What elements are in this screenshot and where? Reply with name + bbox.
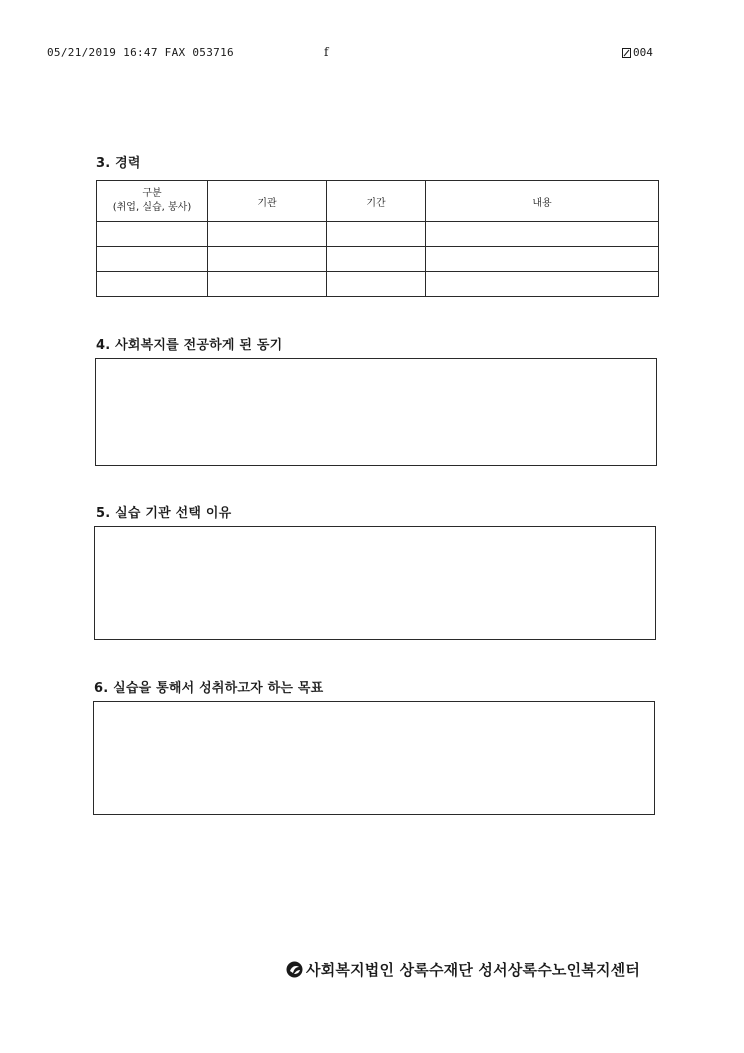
career-cell[interactable]	[97, 247, 208, 272]
fax-page-icon	[622, 48, 631, 58]
column-category	[97, 181, 208, 222]
column-institution: 기관	[208, 181, 327, 222]
fax-header-info: 05/21/2019 16:47 FAX 053716	[47, 46, 234, 59]
organization-name: 사회복지법인 상록수재단 성서상록수노인복지센터	[306, 960, 641, 979]
career-cell[interactable]	[327, 272, 426, 297]
career-table-header	[97, 181, 659, 222]
column-category-label: 구분	[142, 188, 162, 199]
career-cell[interactable]	[97, 222, 208, 247]
career-cell[interactable]	[426, 272, 659, 297]
career-cell[interactable]	[208, 222, 327, 247]
section-goals-title: 6. 실습을 통해서 성취하고자 하는 목표	[94, 681, 324, 696]
institution-reason-answer-box[interactable]	[94, 526, 656, 640]
career-cell[interactable]	[97, 272, 208, 297]
goals-answer-box[interactable]	[93, 701, 655, 815]
career-cell[interactable]	[327, 247, 426, 272]
column-period: 기간	[327, 181, 426, 222]
career-cell[interactable]	[426, 247, 659, 272]
career-table	[96, 180, 659, 297]
career-cell[interactable]	[208, 247, 327, 272]
career-row	[97, 222, 659, 247]
career-cell[interactable]	[327, 222, 426, 247]
column-content: 내용	[426, 181, 659, 222]
section-institution-reason-title: 5. 실습 기관 선택 이유	[96, 506, 232, 521]
organization-logo-icon	[286, 961, 303, 978]
section-career-title: 3. 경력	[96, 156, 141, 171]
career-row	[97, 272, 659, 297]
career-cell[interactable]	[426, 222, 659, 247]
fax-page-number	[622, 46, 653, 59]
column-category-sublabel: (취업, 실습, 봉사)	[112, 202, 192, 213]
section-motivation-title: 4. 사회복지를 전공하게 된 동기	[96, 338, 283, 353]
fax-page-label: 004	[633, 46, 653, 59]
career-cell[interactable]	[208, 272, 327, 297]
career-row	[97, 247, 659, 272]
fax-header-mark: f	[324, 45, 329, 59]
footer-organization	[286, 958, 666, 980]
motivation-answer-box[interactable]	[95, 358, 657, 466]
